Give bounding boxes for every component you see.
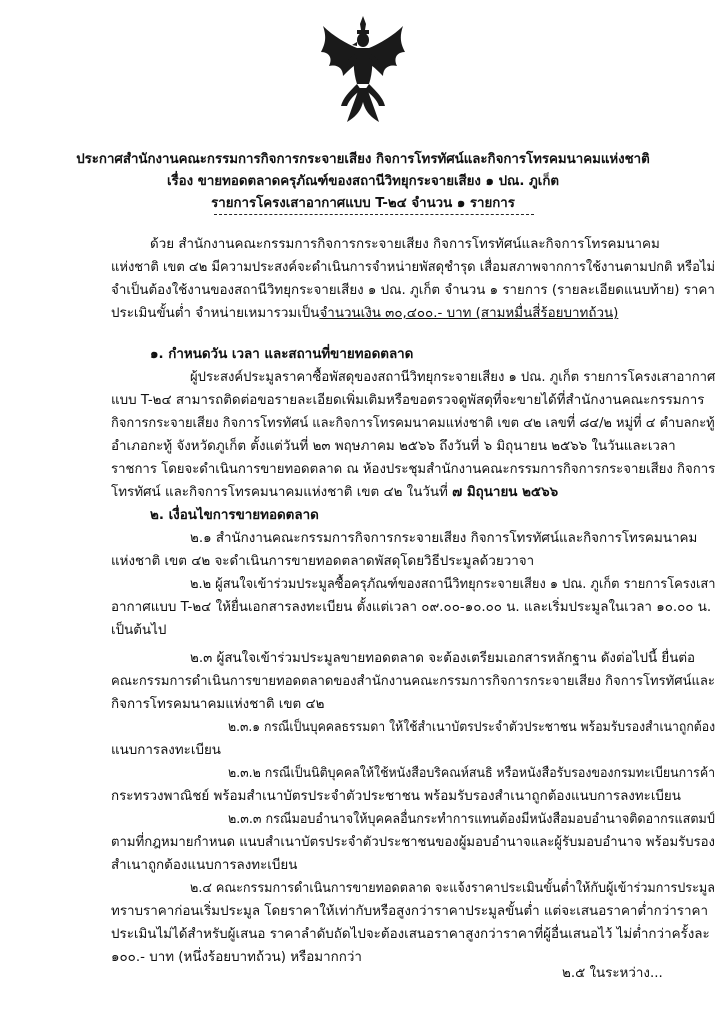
intro-line-4 <box>111 305 618 323</box>
intro-line-2: แห่งชาติ เขต ๔๒ มีความประสงค์จะดำเนินการจำหน่ายพัสดุชำรุด เสื่อมสภาพจากการใช้งานตามปกติ หรือไม่ <box>111 260 716 275</box>
header-divider <box>214 214 534 215</box>
clause-2-4-line-4: ๑๐๐.- บาท (หนึ่งร้อยบาทถ้วน) หรือมากกว่า <box>111 950 362 965</box>
section-1-line-4: อำเภอกะทู้ จังหวัดภูเก็ต ตั้งแต่วันที่ ๒๓ พฤษภาคม ๒๕๖๖ ถึงวันที่ ๖ มิถุนายน ๒๕๖๖ ในวันและเวลา <box>111 439 676 454</box>
section-1-line-3: กิจการกระจายเสียง กิจการโทรทัศน์ และกิจการโทรคมนาคมแห่งชาติ เขต ๔๒ เลขที่ ๘๔/๒ หมู่ที่ ๔ ตำบลกะทู้ <box>111 416 715 431</box>
clause-2-2-line-1: ๒.๒ ผู้สนใจเข้าร่วมประมูลซื้อครุภัณฑ์ของสถานีวิทยุกระจายเสียง ๑ ปณ. ภูเก็ต รายการโครงเสา <box>190 577 716 592</box>
page-continuation: ๒.๕ ในระหว่าง... <box>562 966 663 981</box>
section-1-heading: ๑. กำหนดวัน เวลา และสถานที่ขายทอดตลาด <box>150 347 414 362</box>
clause-2-3-3-line-1: ๒.๓.๓ กรณีมอบอำนาจให้บุคคลอื่นกระทำการแทนต้องมีหนังสือมอบอำนาจติดอากรแสตมป์ <box>228 812 715 827</box>
clause-2-3-1-line-2: แนบการลงทะเบียน <box>111 743 221 758</box>
announcement-subject: เรื่อง ขายทอดตลาดครุภัณฑ์ของสถานีวิทยุกระจายเสียง ๑ ปณ. ภูเก็ต <box>167 174 559 189</box>
clause-2-1-line-1: ๒.๑ สำนักงานคณะกรรมการกิจการกระจายเสียง กิจการโทรทัศน์และกิจการโทรคมนาคม <box>190 531 698 546</box>
clause-2-3-2-line-1: ๒.๓.๒ กรณีเป็นนิติบุคคลให้ใช้หนังสือบริคณห์สนธิ หรือหนังสือรับรองของกรมทะเบียนการค้า <box>228 766 716 781</box>
section-1-line-1: ผู้ประสงค์ประมูลราคาซื้อพัสดุของสถานีวิทยุกระจายเสียง ๑ ปณ. ภูเก็ต รายการโครงเสาอากาศ <box>190 370 716 385</box>
clause-2-2-line-3: เป็นต้นไป <box>111 623 167 638</box>
clause-2-3-line-2: คณะกรรมการดำเนินการขายทอดตลาดของสำนักงานคณะกรรมการกิจการกระจายเสียง กิจการโทรทัศน์และ <box>111 674 715 689</box>
clause-2-3-2-line-2: กระทรวงพาณิชย์ พร้อมสำเนาบัตรประจำตัวประชาชน พร้อมรับรองสำเนาถูกต้องแนบการลงทะเบียน <box>111 789 681 804</box>
section-1-line-6 <box>111 484 558 502</box>
garuda-emblem-icon <box>319 14 407 126</box>
auction-date: ๗ มิถุนายน ๒๕๖๖ <box>452 485 559 500</box>
clause-2-3-line-1: ๒.๓ ผู้สนใจเข้าร่วมประมูลขายทอดตลาด จะต้องเตรียมเอกสารหลักฐาน ดังต่อไปนี้ ยื่นต่อ <box>190 651 696 666</box>
intro-line-3: จำเป็นต้องใช้งานของสถานีวิทยุกระจายเสียง ๑ ปณ. ภูเก็ต จำนวน ๑ รายการ (รายละเอียดแนบท้าย) ราคา <box>111 283 715 298</box>
minimum-price: จำนวนเงิน ๓๐,๔๐๐.- บาท (สามหมื่นสี่ร้อยบาทถ้วน) <box>319 306 619 321</box>
announcement-item: รายการโครงเสาอากาศแบบ T-๒๔ จำนวน ๑ รายการ <box>211 196 515 211</box>
clause-2-3-1-line-1: ๒.๓.๑ กรณีเป็นบุคคลธรรมดา ให้ใช้สำเนาบัตรประจำตัวประชาชน พร้อมรับรองสำเนาถูกต้อง <box>228 720 716 735</box>
clause-2-3-3-line-3: สำเนาถูกต้องแนบการลงทะเบียน <box>111 858 298 873</box>
announcement-title: ประกาศสำนักงานคณะกรรมการกิจการกระจายเสียง กิจการโทรทัศน์และกิจการโทรคมนาคมแห่งชาติ <box>76 152 650 167</box>
section-2-heading: ๒. เงื่อนไขการขายทอดตลาด <box>150 508 319 523</box>
clause-2-4-line-2: ทราบราคาก่อนเริ่มประมูล โดยราคาให้เท่ากับหรือสูงกว่าราคาประมูลขั้นต่ำ แต่จะเสนอราคาต่ำกว่าราคา <box>111 904 708 919</box>
clause-2-1-line-2: แห่งชาติ เขต ๔๒ จะดำเนินการขายทอดตลาดพัสดุโดยวิธีประมูลด้วยวาจา <box>111 554 535 569</box>
intro-line-4-text: ประเมินขั้นต่ำ จำหน่ายเหมารวมเป็น <box>111 306 320 321</box>
clause-2-4-line-1: ๒.๔ คณะกรรมการดำเนินการขายทอดตลาด จะแจ้งราคาประเมินขั้นต่ำให้กับผู้เข้าร่วมการประมูล <box>190 881 715 896</box>
intro-line-1: ด้วย สำนักงานคณะกรรมการกิจการกระจายเสียง กิจการโทรทัศน์และกิจการโทรคมนาคม <box>150 237 660 252</box>
section-1-line-5: ราชการ โดยจะดำเนินการขายทอดตลาด ณ ห้องประชุมสำนักงานคณะกรรมการกิจการกระจายเสียง กิจการ <box>111 462 716 477</box>
section-1-line-2: แบบ T-๒๔ สามารถติดต่อขอรายละเอียดเพิ่มเติมหรือขอตรวจดูพัสดุที่จะขายได้ที่สำนักงานคณะกรรมการ <box>111 393 705 408</box>
section-1-line-6-text: โทรทัศน์ และกิจการโทรคมนาคมแห่งชาติ เขต ๔๒ ในวันที่ <box>111 485 453 500</box>
clause-2-3-3-line-2: ตามที่กฎหมายกำหนด แนบสำเนาบัตรประจำตัวประชาชนของผู้มอบอำนาจและผู้รับมอบอำนาจ พร้อมรับรอง <box>111 835 715 850</box>
clause-2-3-line-3: กิจการโทรคมนาคมแห่งชาติ เขต ๔๒ <box>111 697 325 712</box>
clause-2-2-line-2: อากาศแบบ T-๒๔ ให้ยื่นเอกสารลงทะเบียน ตั้งแต่เวลา ๐๙.๐๐-๑๐.๐๐ น. และเริ่มประมูลในเวลา ๑๐.๐๐ น. <box>111 600 712 615</box>
clause-2-4-line-3: ประเมินไม่ได้สำหรับผู้เสนอ ราคาลำดับถัดไปจะต้องเสนอราคาสูงกว่าราคาที่ผู้อื่นเสนอไว้ ไม่ต่ำกว่าครั้งละ <box>111 927 710 942</box>
